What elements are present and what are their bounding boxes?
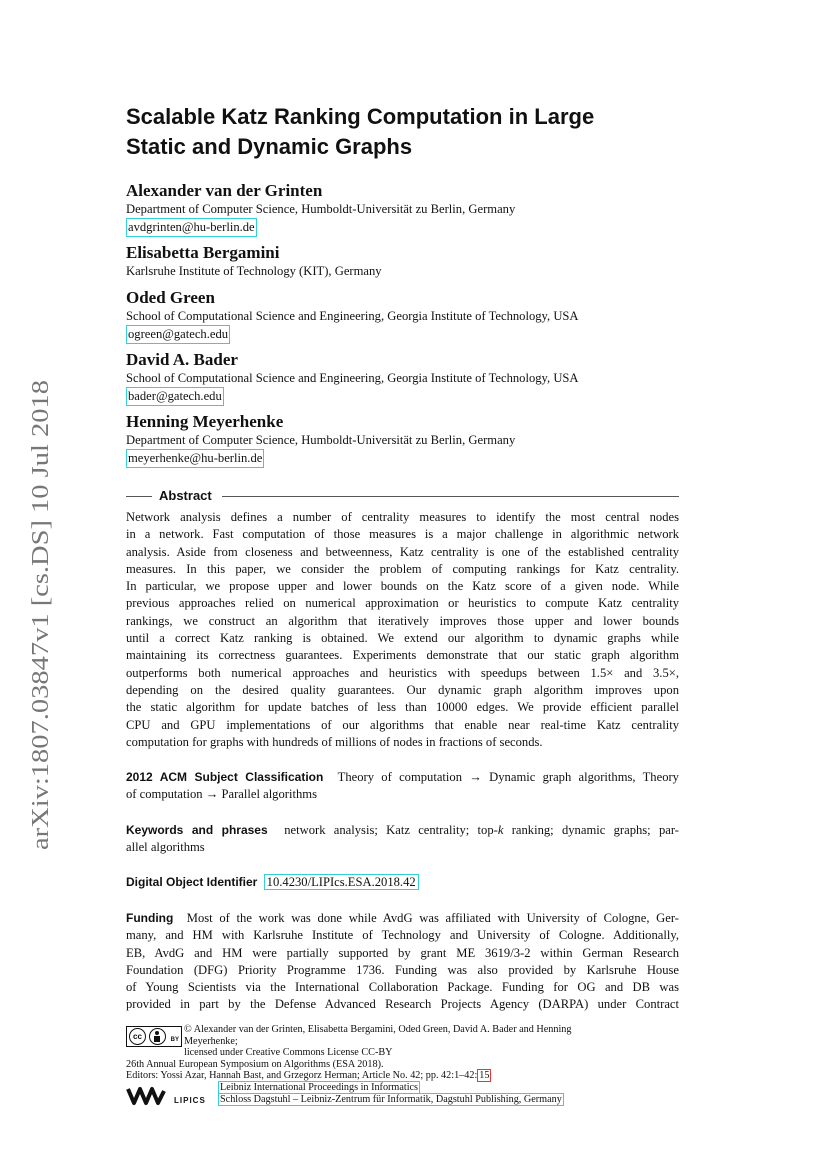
abstract-line: Network analysis defines a number of centrality measures to identify the most central nodes bbox=[126, 510, 679, 524]
funding-line: provided in part by the Defense Advanced Research Projects Agency (DARPA) under Contract bbox=[126, 997, 679, 1012]
title-line-2: Static and Dynamic Graphs bbox=[126, 134, 413, 159]
author-block bbox=[126, 243, 686, 280]
license-line: licensed under Creative Commons License CC-BY bbox=[184, 1047, 393, 1058]
last-page-link[interactable]: 15 bbox=[479, 1070, 490, 1081]
lipics-logo bbox=[126, 1085, 216, 1105]
author-email-link[interactable]: meyerhenke@hu-berlin.de bbox=[126, 449, 264, 468]
author-affiliation: School of Computational Science and Engineering, Georgia Institute of Technology, USA bbox=[126, 371, 579, 385]
copyright-line-2: Meyerhenke; bbox=[184, 1035, 238, 1047]
author-affiliation: School of Computational Science and Engineering, Georgia Institute of Technology, USA bbox=[126, 309, 579, 323]
abstract-line: In particular, we propose upper and lower bounds on the Katz score of a given node. While bbox=[126, 579, 679, 594]
author-email-link[interactable]: ogreen@gatech.edu bbox=[126, 325, 230, 344]
abstract-line: depending on the desired quality guarantees. Our dynamic graph algorithm improves upon bbox=[126, 682, 679, 697]
keywords-section bbox=[126, 822, 679, 857]
funding-section bbox=[126, 910, 679, 1014]
abstract-line: maintaining its correctness guarantees. Experiments demonstrate that our static graph algorithm bbox=[126, 648, 679, 663]
author-affiliation: Department of Computer Science, Humboldt-Universität zu Berlin, Germany bbox=[126, 433, 516, 447]
editors-line: Editors: Yossi Azar, Hannah Bast, and Grzegorz Herman; Article No. 42; pp. 42:1–42: 15 bbox=[126, 1070, 490, 1081]
abstract-line: in a network. Fast computation of those measures is a major challenge in algorithmic network bbox=[126, 527, 679, 542]
arxiv-identifier-stamp bbox=[18, 380, 58, 850]
lipics-logo-icon bbox=[126, 1085, 216, 1107]
rule-left bbox=[126, 496, 152, 497]
author-block bbox=[126, 412, 686, 468]
conference-line: 26th Annual European Symposium on Algorithms (ESA 2018). bbox=[126, 1058, 384, 1070]
acm-classification bbox=[126, 769, 679, 804]
page-footer bbox=[126, 1024, 686, 1105]
author-name: Elisabetta Bergamini bbox=[126, 243, 280, 262]
author-email-link[interactable]: avdgrinten@hu-berlin.de bbox=[126, 218, 257, 237]
author-block bbox=[126, 288, 686, 344]
funding-line: EB, AvdG and HM were partially supported by grant ME 3619/3-2 within German Research bbox=[126, 945, 679, 960]
cc-by-label: BY bbox=[170, 1036, 179, 1043]
author-name: Henning Meyerhenke bbox=[126, 412, 284, 431]
abstract-body bbox=[126, 509, 679, 751]
abstract-heading-row bbox=[126, 487, 679, 505]
funding-line: Foundation (DFG) Priority Programme 1736. Funding was also provided by Karlsruhe House bbox=[126, 962, 679, 977]
cc-icon: cc bbox=[129, 1028, 146, 1045]
person-icon bbox=[149, 1028, 166, 1045]
acm-heading: 2012 ACM Subject Classification bbox=[126, 770, 324, 784]
author-affiliation: Karlsruhe Institute of Technology (KIT), Germany bbox=[126, 264, 382, 278]
acm-text: Theory of computation → Dynamic graph algorithms, Theory bbox=[337, 770, 679, 784]
dagstuhl-publisher-link[interactable]: Schloss Dagstuhl – Leibniz-Zentrum für Informatik, Dagstuhl Publishing, Germany bbox=[220, 1093, 562, 1105]
doi-link[interactable]: 10.4230/LIPIcs.ESA.2018.42 bbox=[264, 874, 419, 890]
arxiv-stamp-svg bbox=[18, 380, 58, 850]
funding-line: many, and HM with Karlsruhe Institute of Technology and University of Cologne. Additionally, bbox=[126, 928, 679, 943]
arxiv-stamp-text: arXiv:1807.03847v1 [cs.DS] 10 Jul 2018 bbox=[28, 454, 54, 850]
author-name: David A. Bader bbox=[126, 350, 238, 369]
author-affiliation: Department of Computer Science, Humboldt-Universität zu Berlin, Germany bbox=[126, 202, 516, 216]
lipics-series-link[interactable]: Leibniz International Proceedings in Informatics bbox=[220, 1082, 419, 1093]
cc-by-license-icon[interactable] bbox=[126, 1026, 182, 1047]
abstract-line: until a correct Katz ranking is obtained. We extend our algorithm to dynamic graphs while bbox=[126, 631, 679, 646]
keywords-text: network analysis; Katz centrality; top-k ranking; dynamic graphs; par- bbox=[284, 823, 679, 837]
keywords-heading: Keywords and phrases bbox=[126, 823, 268, 837]
abstract-line: rankings, we construct an algorithm that iteratively improves those upper and lower bounds bbox=[126, 613, 679, 628]
funding-text: Most of the work was done while AvdG was affiliated with University of Cologne, Ger- bbox=[186, 911, 679, 925]
abstract-line: computation for graphs with hundreds of millions of nodes in fractions of seconds. bbox=[126, 734, 543, 749]
funding-line: of Young Scientists via the International Collaboration Package. Funding for OG and DB was bbox=[126, 980, 679, 995]
abstract-line: outperforms both numerical approaches and heuristics with speedups between 1.5× and 3.5×, bbox=[126, 665, 679, 680]
author-name: Alexander van der Grinten bbox=[126, 181, 323, 200]
copyright-line: © Alexander van der Grinten, Elisabetta Bergamini, Oded Green, David A. Bader and Henning bbox=[184, 1024, 572, 1035]
abstract-heading: Abstract bbox=[159, 488, 212, 503]
acm-text-line2: of computation → Parallel algorithms bbox=[126, 787, 317, 802]
abstract-line: previous approaches relied on numerical approximation or heuristics to compute Katz centrality bbox=[126, 596, 679, 611]
funding-heading: Funding bbox=[126, 911, 174, 925]
abstract-line: the static algorithm for update batches of less than 10000 edges. We provide efficient parallel bbox=[126, 700, 679, 715]
author-block bbox=[126, 181, 686, 237]
paper-title bbox=[126, 102, 686, 162]
doi-heading: Digital Object Identifier bbox=[126, 875, 258, 889]
author-name: Oded Green bbox=[126, 288, 215, 307]
title-line-1: Scalable Katz Ranking Computation in Large bbox=[126, 104, 595, 129]
keywords-text-line2: allel algorithms bbox=[126, 840, 205, 855]
author-block bbox=[126, 350, 686, 406]
abstract-line: analysis. Aside from closeness and betweenness, Katz centrality is one of the established centrality bbox=[126, 544, 679, 559]
author-email-link[interactable]: bader@gatech.edu bbox=[126, 387, 224, 406]
abstract-line: CPU and GPU implementations of our algorithms that enable near real-time Katz centrality bbox=[126, 717, 679, 732]
svg-text:LIPICS: LIPICS bbox=[174, 1096, 206, 1105]
doi-section bbox=[126, 874, 679, 891]
abstract-line: measures. In this paper, we consider the problem of computing rankings for Katz centrality. bbox=[126, 561, 679, 576]
rule-right bbox=[222, 496, 679, 497]
